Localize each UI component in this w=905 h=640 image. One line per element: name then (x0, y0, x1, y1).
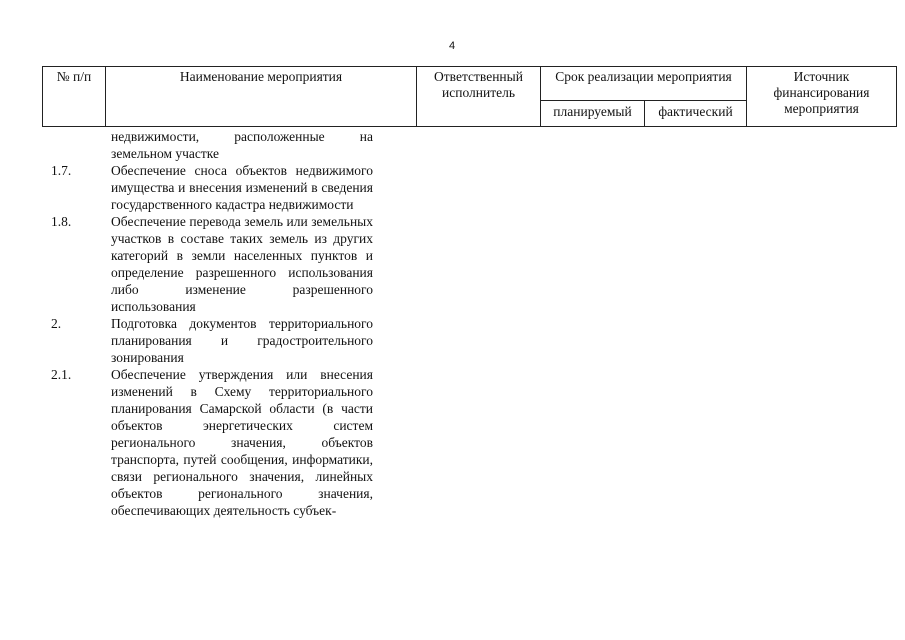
table-row (0, 366, 905, 519)
row-activity-name: Обеспечение сноса объектов недвижимого имущества и внесения изменений в сведения государственного кадастра недвижимости (111, 163, 373, 212)
header-responsible: Ответственный исполнитель (416, 66, 541, 127)
row-activity-name: Подготовка документов территориального планирования и градостроительного зонирования (111, 316, 373, 365)
header-source: Источник финансирования мероприятия (746, 66, 897, 127)
page-number: 4 (448, 40, 456, 52)
header-name: Наименование мероприятия (105, 66, 417, 127)
row-number: 2. (51, 316, 62, 331)
header-actual: фактический (644, 100, 747, 127)
header-planned: планируемый (540, 100, 645, 127)
header-num: № п/п (42, 66, 106, 127)
row-number: 1.8. (51, 214, 72, 229)
row-activity-name: Обеспечение утверждения или внесения изменений в Схему территориального планирования Самарской области (в части объектов энергетических систем регионального значения, объектов транспорта, путей сообщения, информатики, связи регионального значения, линейных объектов регионального значения, обеспечивающих деятельность субъек- (111, 367, 373, 518)
table-row (0, 213, 905, 315)
table-row (0, 315, 905, 366)
header-term: Срок реализации мероприятия (540, 66, 747, 101)
table-body (0, 128, 905, 519)
table-header (42, 66, 897, 127)
row-activity-name: Обеспечение перевода земель или земельных участков в составе таких земель из других категорий в земли населенных пунктов и определение разрешенного использования либо изменение разрешенного использования (111, 214, 373, 314)
row-activity-name: недвижимости, расположенные на земельном участке (111, 129, 373, 161)
row-number: 2.1. (51, 367, 72, 382)
row-number: 1.7. (51, 163, 72, 178)
table-row (0, 128, 905, 162)
table-row (0, 162, 905, 213)
